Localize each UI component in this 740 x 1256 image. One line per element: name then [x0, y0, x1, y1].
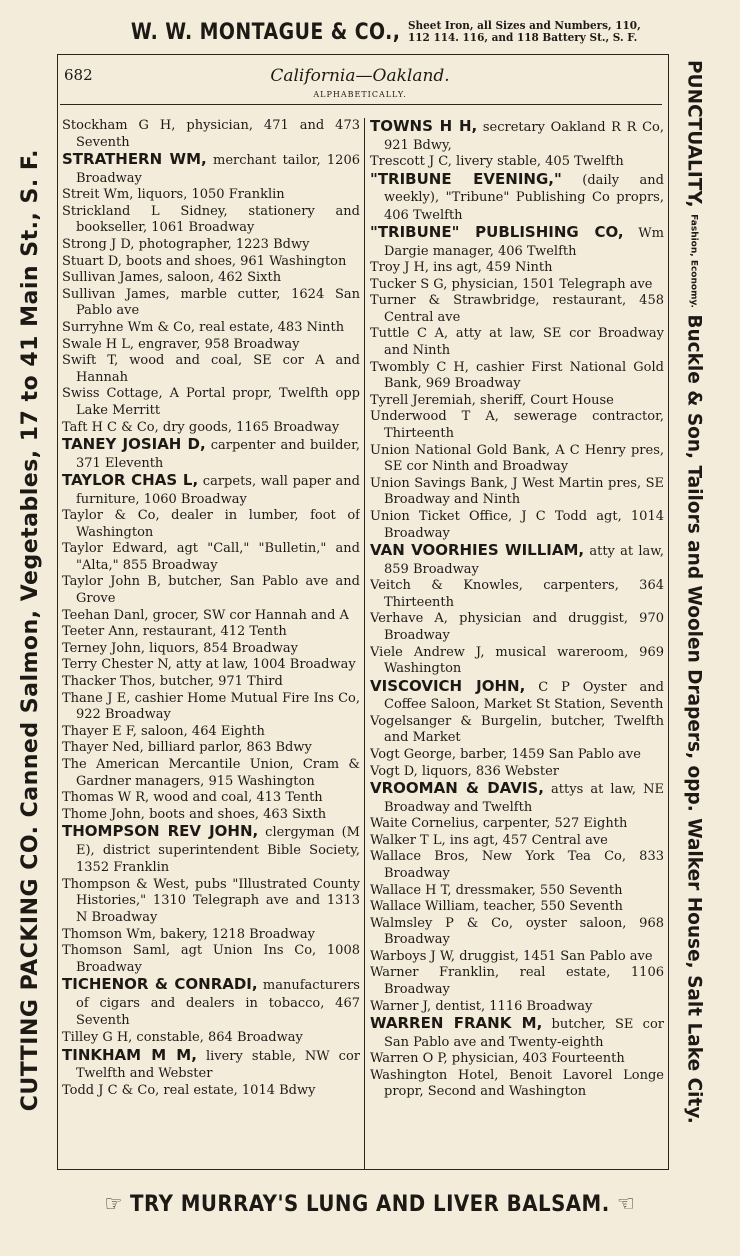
entry-text: Trescott J C, livery stable, 405 Twelfth	[370, 154, 624, 169]
entry-text: Tilley G H, constable, 864 Broadway	[62, 1029, 303, 1045]
directory-entry	[370, 360, 664, 393]
directory-entry	[62, 118, 360, 151]
directory-entry	[370, 965, 664, 998]
entry-text: manufacturers of cigars and dealers in tobacco, 467 Seventh	[76, 978, 360, 1029]
directory-entry	[62, 1047, 360, 1083]
entry-text: carpets, wall paper and furniture, 1060 Broadway	[76, 474, 360, 507]
entry-name: TOWNS H H,	[370, 118, 478, 135]
page-title: California—Oakland.	[270, 66, 450, 86]
directory-entry	[62, 541, 360, 574]
entry-name: WARREN FRANK M,	[370, 1014, 543, 1033]
header-rule	[60, 104, 662, 105]
top-advertisement	[0, 10, 740, 54]
entry-text: Walker T L, ins agt, 457 Central ave	[370, 832, 608, 848]
entry-text: Veitch & Knowles, carpenters, 364 Thirteenth	[370, 578, 664, 610]
top-ad-line2: 112 114. 116, and 118 Battery St., S. F.	[408, 31, 638, 44]
entry-text: Teehan Danl, grocer, SW cor Hannah and A	[62, 607, 349, 623]
right-column	[370, 118, 664, 1170]
entry-text: Wallace William, teacher, 550 Seventh	[370, 899, 623, 915]
left-column	[62, 118, 360, 1170]
directory-entry	[62, 790, 360, 807]
entry-name: TICHENOR & CONRADI,	[62, 975, 258, 994]
entry-text: Vogt George, barber, 1459 San Pablo ave	[370, 746, 641, 762]
entry-text: Swift T, wood and coal, SE cor A and Hannah	[62, 353, 360, 385]
entry-text: Surryhne Wm & Co, real estate, 483 Ninth	[62, 319, 345, 335]
directory-entry	[370, 277, 664, 294]
entry-text: Vogelsanger & Burgelin, butcher, Twelfth and Market	[370, 713, 664, 746]
top-ad-detail	[408, 20, 641, 44]
directory-entry	[370, 611, 664, 644]
entry-text: Taylor & Co, dealer in lumber, foot of Washington	[62, 508, 360, 540]
directory-entry	[62, 657, 360, 674]
directory-entry	[370, 883, 664, 900]
entry-text: Washington Hotel, Benoit Lavorel Longe propr, Second and Washington	[370, 1067, 664, 1100]
entry-text: Verhave A, physician and druggist, 970 Broadway	[370, 611, 664, 643]
directory-entry	[62, 187, 360, 204]
directory-entry	[62, 574, 360, 607]
column-divider	[364, 118, 365, 1170]
right-ad-part1: PUNCTUALITY,	[683, 60, 705, 208]
entry-text: carpenter and builder, 371 Eleventh	[76, 438, 360, 471]
directory-entry	[370, 224, 664, 260]
directory-entry	[370, 645, 664, 678]
directory-entry	[62, 337, 360, 354]
directory-entry	[62, 624, 360, 641]
right-ad-text	[684, 60, 705, 1124]
entry-text: Sullivan James, marble cutter, 1624 San Pablo ave	[62, 286, 360, 319]
entry-text: Terney John, liquors, 854 Broadway	[62, 640, 298, 656]
entry-text: Thacker Thos, butcher, 971 Third	[62, 674, 283, 690]
directory-entry	[62, 691, 360, 724]
right-ad-part3: Buckle & Son, Tailors and Woolen Drapers, opp. Walker House, Salt Lake City.	[683, 314, 705, 1124]
directory-entry	[370, 816, 664, 833]
directory-entry	[62, 287, 360, 320]
entry-text: Swale H L, engraver, 958 Broadway	[62, 336, 300, 352]
directory-entry	[370, 509, 664, 542]
directory-entry	[62, 724, 360, 741]
directory-entry	[370, 293, 664, 326]
top-ad-main: W. W. MONTAGUE & CO.,	[130, 19, 401, 45]
directory-entry	[370, 1015, 664, 1051]
entry-text: Warboys J W, druggist, 1451 San Pablo ave	[370, 948, 653, 964]
entry-name: TANEY JOSIAH D,	[62, 435, 206, 454]
entry-text: Union Ticket Office, J C Todd agt, 1014 Broadway	[370, 509, 664, 541]
directory-entry	[62, 204, 360, 237]
directory-entry	[370, 542, 664, 578]
directory-entry	[62, 386, 360, 419]
directory-entry	[62, 877, 360, 927]
directory-entry	[370, 393, 664, 410]
entry-text: Wallace Bros, New York Tea Co, 833 Broadway	[370, 849, 664, 881]
left-advertisement	[10, 60, 50, 1200]
entry-text: Warner Franklin, real estate, 1106 Broadway	[370, 965, 664, 998]
entry-text: (daily and weekly), "Tribune" Publishing Co proprs, 406 Twelfth	[384, 172, 664, 223]
directory-entry	[370, 578, 664, 611]
page-header	[60, 64, 660, 104]
directory-entry	[370, 780, 664, 816]
entry-text: C P Oyster and Coffee Saloon, Market St Station, Seventh	[384, 679, 664, 713]
entry-text: Wm Dargie manager, 406 Twelfth	[384, 226, 664, 259]
directory-entry	[370, 476, 664, 509]
entry-text: Union Savings Bank, J West Martin pres, SE Broadway and Ninth	[370, 475, 664, 508]
entry-name: VAN VOORHIES WILLIAM,	[370, 541, 585, 560]
directory-entry	[62, 674, 360, 691]
entry-text: Waite Cornelius, carpenter, 527 Eighth	[370, 816, 628, 832]
entry-text: Thayer Ned, billiard parlor, 863 Bdwy	[62, 740, 312, 756]
directory-entry	[370, 764, 664, 781]
entry-text: Sullivan James, saloon, 462 Sixth	[62, 270, 282, 286]
directory-entry	[370, 326, 664, 359]
directory-entry	[370, 999, 664, 1016]
entry-text: Twombly C H, cashier First National Gold Bank, 969 Broadway	[370, 359, 664, 392]
entry-text: Thome John, boots and shoes, 463 Sixth	[62, 806, 327, 822]
directory-entry	[62, 237, 360, 254]
directory-entry	[62, 757, 360, 790]
entry-text: Stuart D, boots and shoes, 961 Washington	[62, 253, 347, 269]
directory-entry	[370, 949, 664, 966]
directory-entry	[370, 747, 664, 764]
entry-text: Tucker S G, physician, 1501 Telegraph ave	[370, 276, 653, 292]
directory-entry	[62, 320, 360, 337]
directory-entry	[370, 118, 664, 154]
entry-text: Taylor John B, butcher, San Pablo ave and Grove	[62, 574, 360, 607]
directory-entry	[62, 151, 360, 187]
entry-name: "TRIBUNE" PUBLISHING CO,	[370, 223, 624, 242]
entry-text: Todd J C & Co, real estate, 1014 Bdwy	[62, 1082, 316, 1098]
entry-text: Warren O P, physician, 403 Fourteenth	[370, 1051, 625, 1067]
entry-text: Stockham G H, physician, 471 and 473 Seventh	[62, 118, 360, 150]
entry-name: THOMPSON REV JOHN,	[62, 822, 259, 841]
directory-entry	[370, 916, 664, 949]
directory-entry	[62, 807, 360, 824]
bottom-advertisement	[0, 1176, 740, 1232]
directory-entry	[62, 254, 360, 271]
entry-text: Streit Wm, liquors, 1050 Franklin	[62, 187, 285, 203]
entry-name: VISCOVICH JOHN,	[370, 676, 526, 695]
entry-text: Taylor Edward, agt "Call," "Bulletin," and "Alta," 855 Broadway	[62, 541, 360, 573]
entry-text: Wallace H T, dressmaker, 550 Seventh	[370, 882, 623, 898]
entry-text: atty at law, 859 Broadway	[384, 544, 664, 577]
directory-entry	[370, 409, 664, 442]
directory-entry	[370, 1068, 664, 1101]
entry-text: Troy J H, ins agt, 459 Ninth	[370, 260, 553, 276]
entry-name: TINKHAM M M,	[62, 1045, 197, 1064]
entry-name: STRATHERN WM,	[62, 150, 207, 169]
entry-text: merchant tailor, 1206 Broadway	[76, 153, 360, 186]
directory-entry	[62, 740, 360, 757]
entry-text: The American Mercantile Union, Cram & Gardner managers, 915 Washington	[62, 757, 360, 789]
entry-text: Thomson Saml, agt Union Ins Co, 1008 Broadway	[62, 943, 360, 975]
directory-entry	[370, 833, 664, 850]
page-number: 682	[64, 66, 93, 84]
entry-text: Strong J D, photographer, 1223 Bdwy	[62, 236, 310, 252]
directory-entry	[62, 508, 360, 541]
directory-entry	[62, 976, 360, 1030]
directory-entry	[370, 1051, 664, 1068]
entry-text: Strickland L Sidney, stationery and bookseller, 1061 Broadway	[62, 203, 360, 236]
entry-text: Viele Andrew J, musical wareroom, 969 Washington	[370, 644, 664, 677]
directory-entry	[62, 1030, 360, 1047]
directory-entry	[62, 608, 360, 625]
directory-entry	[370, 849, 664, 882]
entry-text: Walmsley P & Co, oyster saloon, 968 Broadway	[370, 915, 664, 948]
entry-text: Warner J, dentist, 1116 Broadway	[370, 998, 593, 1014]
directory-entry	[62, 472, 360, 508]
entry-text: Underwood T A, sewerage contractor, Thirteenth	[370, 409, 664, 442]
entry-text: Thayer E F, saloon, 464 Eighth	[62, 723, 265, 739]
directory-entry	[62, 943, 360, 976]
directory-entry	[62, 1083, 360, 1100]
entry-text: Terry Chester N, atty at law, 1004 Broadway	[62, 657, 356, 673]
directory-entry	[62, 641, 360, 658]
entry-text: attys at law, NE Broadway and Twelfth	[384, 782, 664, 815]
entry-text: Swiss Cottage, A Portal propr, Twelfth opp Lake Merritt	[62, 386, 360, 418]
entry-name: "TRIBUNE EVENING,"	[370, 169, 562, 188]
left-ad-text: CUTTING PACKING CO. Canned Salmon, Vegetables, 17 to 41 Main St., S. F.	[17, 148, 43, 1112]
entry-text: Tuttle C A, atty at law, SE cor Broadway and Ninth	[370, 326, 664, 359]
page-subtitle: ALPHABETICALLY.	[313, 90, 407, 99]
directory-entry	[370, 899, 664, 916]
right-ad-part2: Fashion, Economy.	[688, 214, 699, 308]
entry-text: Union National Gold Bank, A C Henry pres, SE cor Ninth and Broadway	[370, 442, 664, 475]
entry-name: TAYLOR CHAS L,	[62, 471, 199, 490]
entry-text: Teeter Ann, restaurant, 412 Tenth	[62, 624, 287, 640]
entry-text: butcher, SE cor San Pablo ave and Twenty-eighth	[384, 1017, 664, 1050]
entry-text: Thompson & West, pubs "Illustrated County Histories," 1310 Telegraph ave and 1313 N Broadway	[62, 876, 360, 926]
directory-entry	[370, 260, 664, 277]
entry-text: Thomas W R, wood and coal, 413 Tenth	[62, 790, 323, 806]
entry-text: Tyrell Jeremiah, sheriff, Court House	[370, 392, 614, 408]
entry-text: Vogt D, liquors, 836 Webster	[370, 763, 559, 779]
directory-entry	[62, 420, 360, 437]
entry-text: Thomson Wm, bakery, 1218 Broadway	[62, 926, 315, 942]
directory-entry	[62, 823, 360, 877]
entry-text: clergyman (M E), district superintendent Bible Society, 1352 Franklin	[76, 825, 360, 876]
entry-text: secretary Oakland R R Co, 921 Bdwy,	[384, 120, 664, 153]
directory-entry	[370, 171, 664, 225]
entry-text: Turner & Strawbridge, restaurant, 458 Central ave	[370, 293, 664, 325]
directory-entry	[62, 270, 360, 287]
top-ad-line1: Sheet Iron, all Sizes and Numbers, 110,	[408, 19, 641, 32]
directory-entry	[370, 154, 664, 171]
entry-name: VROOMAN & DAVIS,	[370, 779, 544, 798]
entry-text: Thane J E, cashier Home Mutual Fire Ins Co, 922 Broadway	[62, 690, 360, 723]
directory-entry	[370, 714, 664, 747]
directory-entry	[370, 443, 664, 476]
entry-text: Taft H C & Co, dry goods, 1165 Broadway	[62, 419, 340, 435]
entry-text: livery stable, NW cor Twelfth and Webster	[76, 1048, 360, 1082]
directory-entry	[62, 927, 360, 944]
bottom-ad-text: ☞ TRY MURRAY'S LUNG AND LIVER BALSAM. ☜	[104, 1191, 636, 1217]
directory-entry	[62, 353, 360, 386]
directory-entry	[370, 678, 664, 714]
directory-entry	[62, 436, 360, 472]
right-advertisement	[674, 60, 714, 1200]
